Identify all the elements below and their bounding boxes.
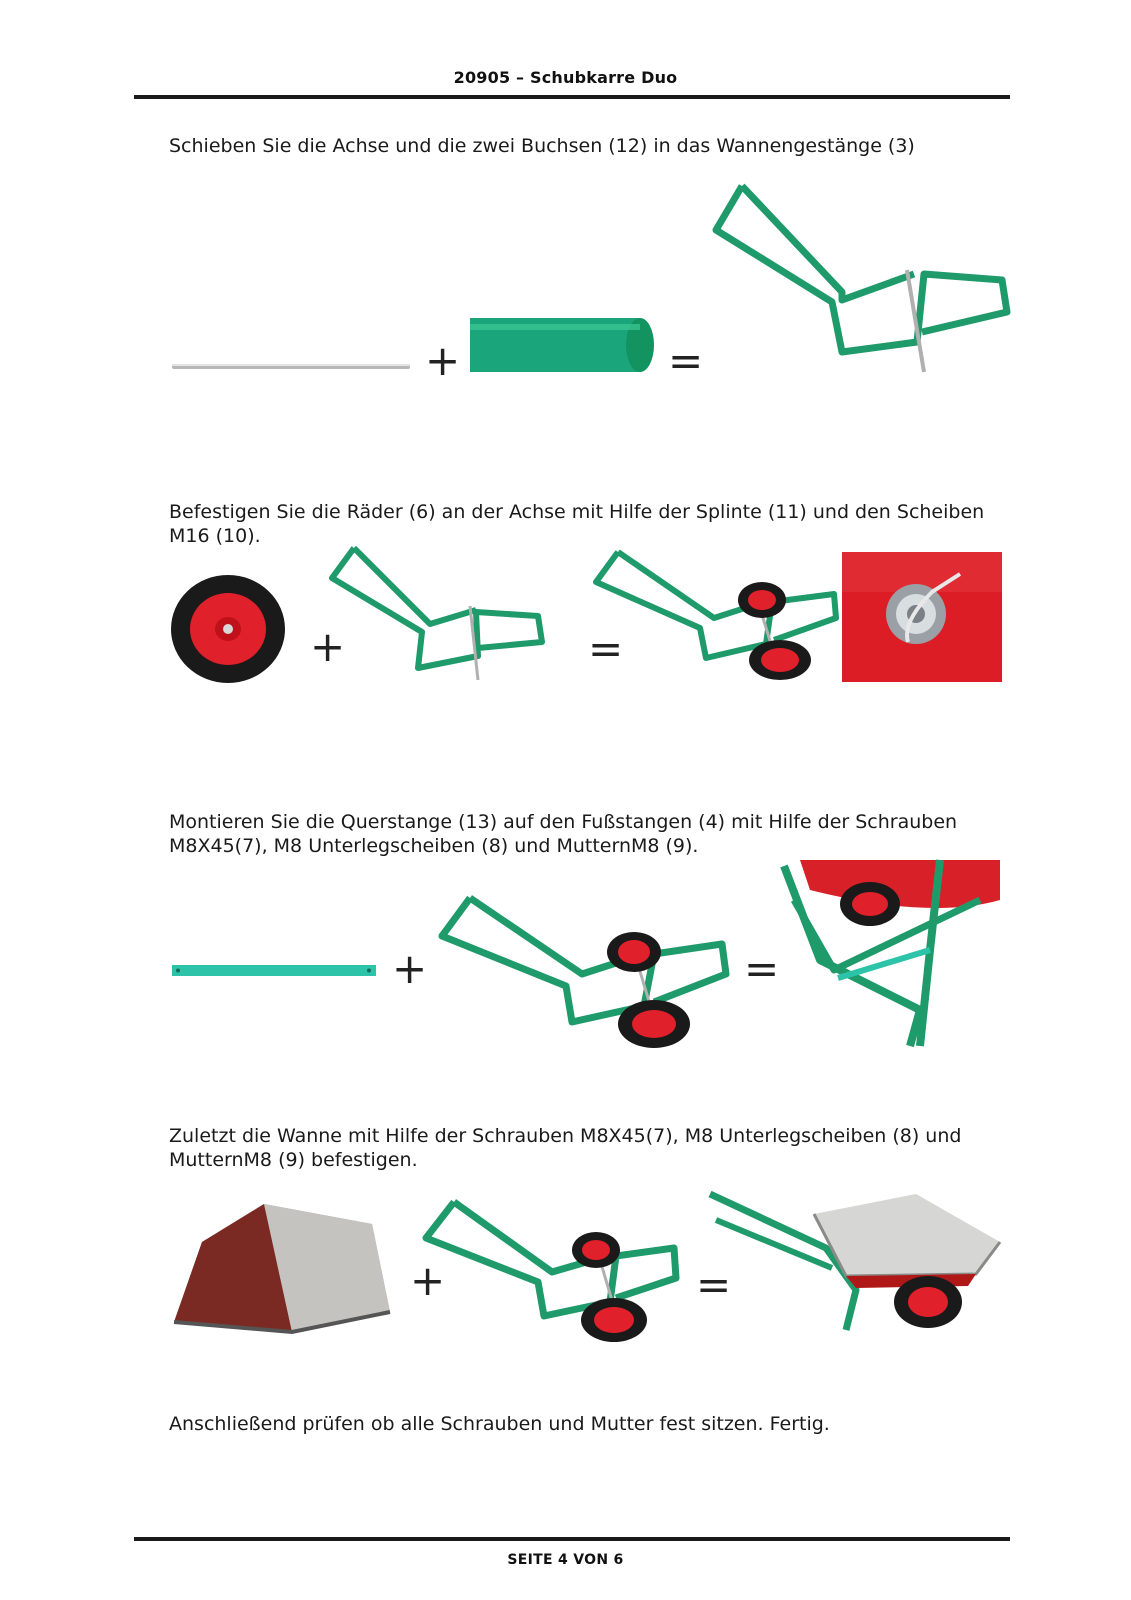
equals-sign-2: = (588, 624, 624, 673)
tray-image (172, 1202, 394, 1334)
plus-sign-3: + (392, 944, 428, 993)
equals-sign-1: = (668, 336, 704, 385)
closing-text: Anschließend prüfen ob alle Schrauben und Mutter fest sitzen. Fertig. (169, 1413, 830, 1435)
page-number: SEITE 4 VON 6 (507, 1552, 624, 1568)
frame-with-wheels-image-2 (436, 894, 730, 1050)
frame-with-axle-image-2 (326, 544, 556, 684)
header-rule (134, 95, 1010, 99)
bushing-image (470, 318, 656, 374)
equals-sign-3: = (744, 944, 780, 993)
step-4-text: Zuletzt die Wanne mit Hilfe der Schrauben M8X45(7), M8 Unterlegscheiben (8) und MutternM8 (9) befestigen. (169, 1125, 962, 1171)
frame-with-wheels-image (590, 548, 840, 682)
step-3-text: Montieren Sie die Querstange (13) auf den Fußstangen (4) mit Hilfe der Schrauben M8X45(7), M8 Unterlegscheiben (8) und MutternM8 (9). (169, 811, 958, 857)
assembled-wheelbarrow-image (706, 1190, 1004, 1332)
axle-image (172, 360, 412, 374)
plus-sign-2: + (310, 622, 346, 671)
step-1-text: Schieben Sie die Achse und die zwei Buchsen (12) in das Wannengestänge (3) (169, 135, 915, 157)
crossbar-image (172, 964, 378, 978)
step-2-text: Befestigen Sie die Räder (6) an der Achse mit Hilfe der Splinte (11) und den Scheiben M16 (10). (169, 501, 985, 547)
frame-crossbar-detail-image (780, 860, 1000, 1050)
footer-rule (134, 1537, 1010, 1541)
document-title: 20905 – Schubkarre Duo (453, 68, 678, 87)
cotter-pin-detail-image (842, 552, 1002, 682)
frame-with-wheels-image-3 (420, 1198, 680, 1348)
frame-with-axle-image (702, 182, 1012, 382)
plus-sign-1: + (425, 336, 461, 385)
equals-sign-4: = (696, 1260, 732, 1309)
wheel-image (170, 574, 286, 684)
plus-sign-4: + (410, 1256, 446, 1305)
